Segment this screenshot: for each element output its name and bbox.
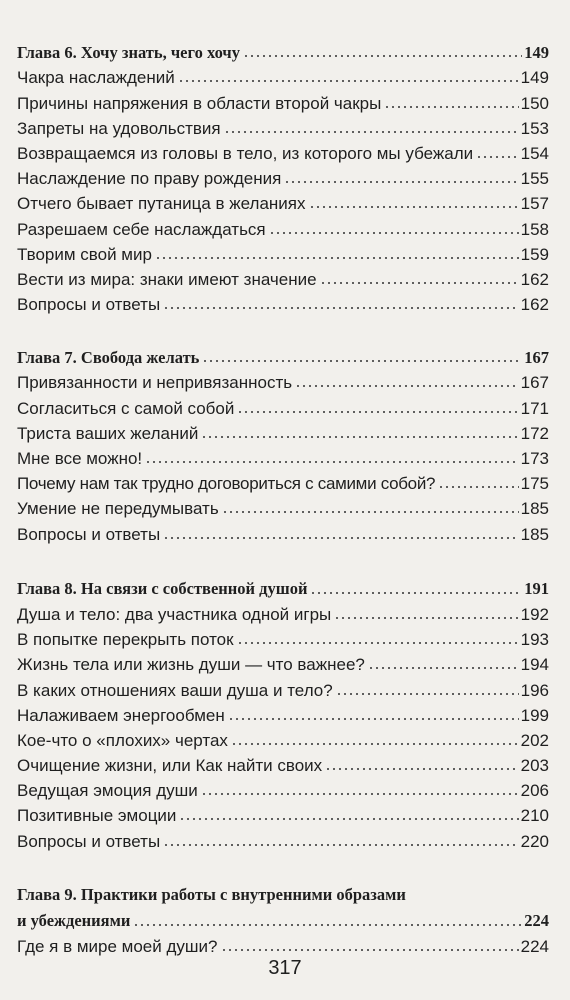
page-number: 224 — [524, 911, 549, 931]
page-number: 149 — [524, 42, 549, 62]
page-number: 185 — [520, 499, 549, 519]
dot-leader — [201, 789, 519, 797]
toc-entry — [17, 749, 549, 774]
dot-leader — [163, 303, 518, 311]
chapter-6 — [17, 36, 549, 313]
page-number: 167 — [520, 373, 549, 393]
entry-title: Позитивные эмоции — [17, 806, 177, 826]
toc-entry — [17, 492, 549, 517]
page-number: 206 — [520, 781, 549, 801]
page-number: 153 — [520, 118, 549, 138]
page-number: 175 — [520, 474, 549, 494]
entry-title: Отчего бывает путаница в желаниях — [17, 194, 306, 214]
chapter-heading — [17, 905, 549, 930]
dot-leader — [325, 764, 518, 772]
toc-entry — [17, 162, 549, 187]
toc-entry — [17, 212, 549, 237]
dot-leader — [221, 945, 519, 953]
entry-title: Вести из мира: знаки имеют значение — [17, 269, 317, 289]
toc-entry — [17, 391, 549, 416]
dot-leader — [320, 278, 519, 286]
toc-entry — [17, 112, 549, 137]
dot-leader — [163, 840, 518, 848]
chapter-title: Глава 7. Свобода желать — [17, 347, 200, 367]
toc-entry — [17, 699, 549, 724]
toc-entry — [17, 86, 549, 111]
entry-title: Вопросы и ответы — [17, 831, 161, 851]
toc-entry — [17, 824, 549, 849]
dot-leader — [336, 689, 519, 697]
entry-title: Мне все можно! — [17, 449, 143, 468]
chapter-heading — [17, 341, 549, 366]
toc-entry — [17, 137, 549, 162]
entry-title: Ведущая эмоция души — [17, 781, 198, 801]
entry-title: В попытке перекрыть поток — [17, 630, 234, 650]
entry-title: Творим свой мир — [17, 244, 152, 264]
chapter-title: Глава 8. На связи с собственной душой — [17, 579, 308, 599]
page-number: 150 — [520, 93, 549, 113]
toc-entry — [17, 288, 549, 313]
dot-leader — [237, 638, 519, 646]
dot-leader — [222, 507, 519, 515]
toc-entry — [17, 799, 549, 824]
chapter-spacer — [17, 543, 549, 573]
toc-entry — [17, 417, 549, 442]
page-number: 158 — [520, 219, 549, 239]
toc-entry — [17, 598, 549, 623]
page-number: 220 — [520, 831, 549, 851]
dot-leader — [201, 432, 518, 440]
entry-title: Наслаждение по праву рождения — [17, 169, 282, 189]
toc-entry — [17, 366, 549, 391]
entry-title: Жизнь тела или жизнь души — что важнее? — [17, 655, 365, 675]
dot-leader — [231, 739, 519, 747]
dot-leader — [269, 228, 519, 236]
dot-leader — [438, 482, 518, 490]
entry-title: Привязанности и непривязанность — [17, 373, 293, 393]
entry-title: В каких отношениях ваши душа и тело? — [17, 680, 333, 700]
entry-title: Кое-что о «плохих» чертах — [17, 730, 228, 750]
dot-leader — [133, 920, 522, 928]
page-number: 191 — [524, 579, 549, 599]
page-folio-number: 317 — [268, 957, 302, 979]
page-number: 224 — [520, 937, 549, 956]
dot-leader — [228, 714, 519, 722]
chapter-8 — [17, 573, 549, 850]
page-number: 159 — [520, 244, 549, 264]
entry-title: Вопросы и ответы — [17, 295, 161, 315]
dot-leader — [202, 356, 522, 364]
dot-leader — [368, 663, 519, 671]
entry-title: Триста ваших желаний — [17, 423, 199, 443]
page-number: 202 — [520, 730, 549, 750]
entry-title: Очищение жизни, или Как найти своих — [17, 756, 323, 776]
entry-title: Умение не передумывать — [17, 499, 219, 519]
page-number: 162 — [520, 295, 549, 315]
toc-entry — [17, 673, 549, 698]
toc-entry — [17, 238, 549, 263]
page-number: 171 — [520, 398, 549, 418]
page-number: 185 — [520, 524, 549, 544]
chapter-7 — [17, 341, 549, 543]
table-of-contents — [17, 36, 549, 955]
page-number: 173 — [520, 449, 549, 468]
entry-title: Возвращаемся из головы в тело, из которого мы убежали — [17, 143, 474, 163]
page-number: 210 — [520, 806, 549, 826]
chapter-title-line: Глава 9. Практики работы с внутренними образами — [17, 884, 406, 904]
chapter-title-continuation: и убеждениями — [17, 911, 131, 931]
page-number: 199 — [520, 705, 549, 725]
dot-leader — [384, 102, 518, 110]
dot-leader — [309, 202, 519, 210]
page-number: 149 — [520, 68, 549, 88]
entry-title: Почему нам так трудно договориться с самими собой? — [17, 474, 436, 494]
dot-leader — [237, 407, 518, 415]
dot-leader — [310, 588, 522, 596]
chapter-9 — [17, 880, 549, 955]
toc-entry — [17, 648, 549, 673]
toc-entry — [17, 774, 549, 799]
entry-title: Разрешаем себе наслаждаться — [17, 219, 266, 239]
dot-leader — [155, 253, 519, 261]
entry-title: Душа и тело: два участника одной игры — [17, 604, 332, 624]
dot-leader — [178, 76, 519, 84]
page-number: 196 — [520, 680, 549, 700]
toc-entry — [17, 442, 549, 467]
chapter-title: Глава 6. Хочу знать, чего хочу — [17, 42, 240, 62]
dot-leader — [224, 127, 519, 135]
entry-title: Причины напряжения в области второй чакры — [17, 93, 382, 113]
entry-title: Запреты на удовольствия — [17, 118, 221, 138]
page-number: 157 — [520, 194, 549, 214]
entry-title: Вопросы и ответы — [17, 524, 161, 544]
entry-title: Налаживаем энергообмен — [17, 705, 225, 725]
toc-entry — [17, 467, 549, 492]
entry-title: Согласиться с самой собой — [17, 398, 235, 418]
toc-entry — [17, 623, 549, 648]
dot-leader — [145, 457, 518, 465]
chapter-spacer — [17, 313, 549, 341]
page-number: 203 — [520, 756, 549, 776]
entry-title: Чакра наслаждений — [17, 68, 175, 88]
page-number: 154 — [520, 143, 549, 163]
dot-leader — [284, 177, 518, 185]
dot-leader — [163, 533, 518, 541]
dot-leader — [243, 51, 522, 59]
toc-entry — [17, 263, 549, 288]
toc-entry — [17, 187, 549, 212]
page-number: 155 — [520, 169, 549, 189]
dot-leader — [179, 814, 518, 822]
page-number: 194 — [520, 655, 549, 675]
toc-entry — [17, 724, 549, 749]
page-number: 167 — [524, 347, 549, 367]
toc-entry — [17, 930, 549, 955]
dot-leader — [334, 613, 518, 621]
toc-entry — [17, 61, 549, 86]
dot-leader — [476, 152, 519, 160]
chapter-heading — [17, 573, 549, 598]
dot-leader — [295, 381, 519, 389]
page-number: 193 — [520, 630, 549, 650]
chapter-spacer — [17, 850, 549, 880]
page-number: 192 — [520, 604, 549, 624]
page-number: 162 — [520, 269, 549, 289]
entry-title: Где я в мире моей души? — [17, 937, 218, 956]
page-number: 172 — [520, 423, 549, 443]
chapter-heading — [17, 36, 549, 61]
toc-entry — [17, 517, 549, 542]
